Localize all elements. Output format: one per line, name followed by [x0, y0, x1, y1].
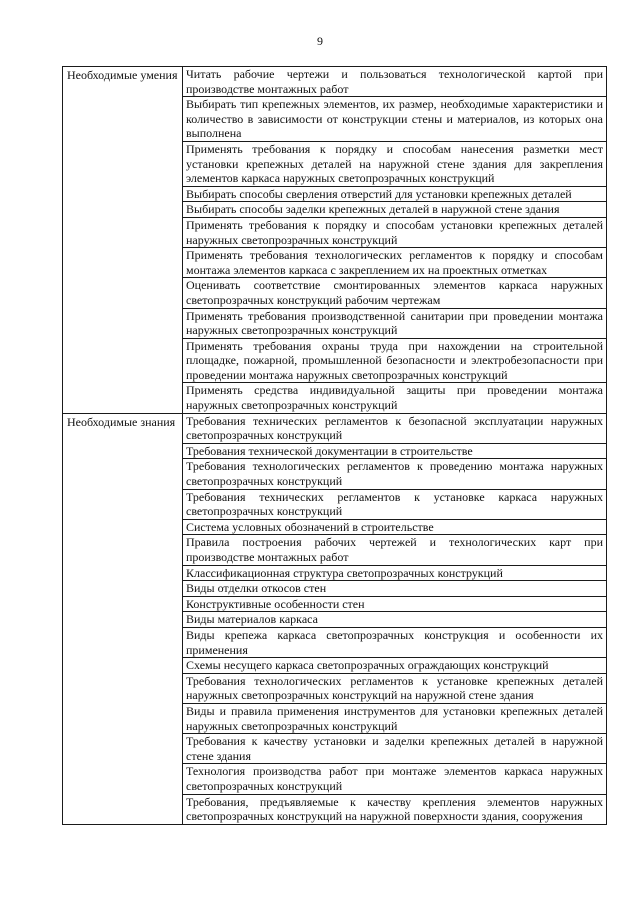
table-row	[63, 413, 607, 443]
requirement-item-cell: Правила построения рабочих чертежей и технологических карт при производстве монтажных работ	[183, 535, 607, 565]
requirement-item-cell: Виды отделки откосов стен	[183, 581, 607, 597]
requirement-item-cell: Требования технических регламентов к установке каркаса наружных светопрозрачных конструкций	[183, 489, 607, 519]
requirement-item-cell: Выбирать тип крепежных элементов, их размер, необходимые характеристики и количество в зависимости от конструкции стены и материалов, из которых она выполнена	[183, 97, 607, 142]
requirement-item-cell: Требования технологических регламентов к проведению монтажа наружных светопрозрачных конструкций	[183, 459, 607, 489]
requirement-item-cell: Классификационная структура светопрозрачных конструкций	[183, 565, 607, 581]
requirement-item-cell: Виды материалов каркаса	[183, 612, 607, 628]
requirement-item-cell: Применять требования технологических регламентов к порядку и способам монтажа элементов каркаса с закреплением их на проектных отметках	[183, 248, 607, 278]
requirement-item-cell: Применять требования к порядку и способам нанесения разметки мест установки крепежных деталей на наружной стене здания для закрепления элементов каркаса наружных светопрозрачных конструкций	[183, 141, 607, 186]
requirement-item-cell: Требования технических регламентов к безопасной эксплуатации наружных светопрозрачных конструкций	[183, 413, 607, 443]
table-row	[63, 67, 607, 97]
requirement-item-cell: Конструктивные особенности стен	[183, 596, 607, 612]
requirement-item-cell: Оценивать соответствие смонтированных элементов каркаса наружных светопрозрачных конструкций рабочим чертежам	[183, 278, 607, 308]
requirement-item-cell: Виды крепежа каркаса светопрозрачных конструкция и особенности их применения	[183, 627, 607, 657]
requirement-item-cell: Требования технологических регламентов к установке крепежных деталей наружных светопрозрачных конструкций на наружной стене здания	[183, 673, 607, 703]
requirement-item-cell: Требования к качеству установки и заделки крепежных деталей в наружной стене здания	[183, 734, 607, 764]
section-title-cell: Необходимые умения	[63, 67, 183, 414]
requirement-item-cell: Виды и правила применения инструментов для установки крепежных деталей наружных светопрозрачных конструкций	[183, 703, 607, 733]
requirement-item-cell: Выбирать способы сверления отверстий для установки крепежных деталей	[183, 186, 607, 202]
requirements-table	[62, 66, 607, 825]
requirement-item-cell: Применять требования к порядку и способам установки крепежных деталей наружных светопрозрачных конструкций	[183, 217, 607, 247]
requirement-item-cell: Применять средства индивидуальной защиты при проведении монтажа наружных светопрозрачных конструкций	[183, 383, 607, 413]
requirement-item-cell: Применять требования производственной санитарии при проведении монтажа наружных светопрозрачных конструкций	[183, 308, 607, 338]
requirement-item-cell: Применять требования охраны труда при нахождении на строительной площадке, пожарной, промышленной безопасности и электробезопасности при проведении монтажа наружных светопрозрачных конструкций	[183, 338, 607, 383]
requirement-item-cell: Требования технической документации в строительстве	[183, 443, 607, 459]
requirements-table-body	[63, 67, 607, 825]
page-number: 9	[317, 34, 323, 48]
section-title-cell: Необходимые знания	[63, 413, 183, 824]
requirement-item-cell: Схемы несущего каркаса светопрозрачных ограждающих конструкций	[183, 658, 607, 674]
requirement-item-cell: Выбирать способы заделки крепежных деталей в наружной стене здания	[183, 202, 607, 218]
requirement-item-cell: Требования, предъявляемые к качеству крепления элементов наружных светопрозрачных конструкций на наружной поверхности здания, сооружения	[183, 794, 607, 824]
requirement-item-cell: Система условных обозначений в строительстве	[183, 519, 607, 535]
requirement-item-cell: Технология производства работ при монтаже элементов каркаса наружных светопрозрачных конструкций	[183, 764, 607, 794]
requirement-item-cell: Читать рабочие чертежи и пользоваться технологической картой при производстве монтажных работ	[183, 67, 607, 97]
